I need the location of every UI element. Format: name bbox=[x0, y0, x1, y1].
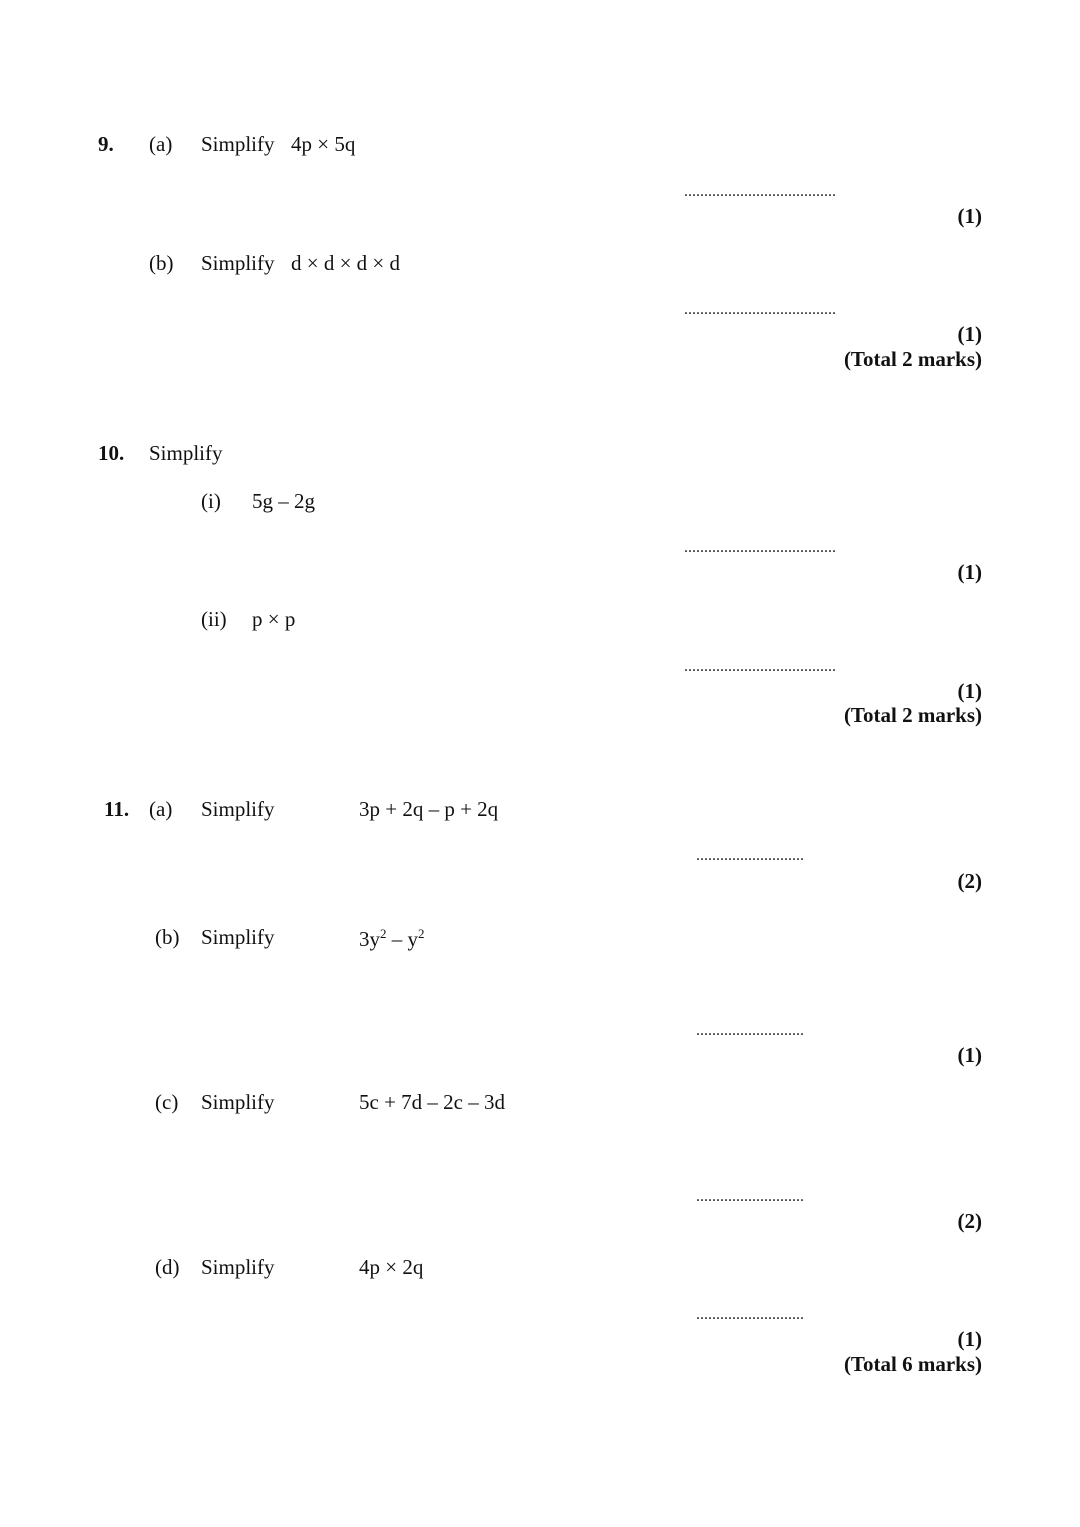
expression: $3y^2 - y^2$ bbox=[359, 926, 425, 951]
question-number: 10. bbox=[98, 441, 125, 465]
part-label: (i) bbox=[201, 489, 221, 513]
expression: 3p + 2q – p + 2q bbox=[359, 797, 499, 821]
marks: (1) bbox=[957, 204, 982, 228]
expression: 4p × 2q bbox=[359, 1255, 424, 1279]
instruction-text: Simplify bbox=[201, 1090, 275, 1114]
expression: p × p bbox=[252, 607, 296, 631]
question-number: 11. bbox=[104, 797, 130, 821]
part-label: (a) bbox=[149, 797, 173, 821]
answer-line[interactable]: ...................................... bbox=[684, 183, 836, 200]
part-label: (ii) bbox=[201, 607, 227, 631]
expression: 4p × 5q bbox=[291, 132, 356, 156]
total-marks: (Total 2 marks) bbox=[843, 347, 982, 371]
instruction-text: Simplify bbox=[201, 1255, 275, 1279]
marks: (2) bbox=[957, 1209, 982, 1233]
marks: (1) bbox=[957, 1043, 982, 1067]
answer-line[interactable]: ........................... bbox=[696, 1188, 804, 1205]
marks: (1) bbox=[957, 322, 982, 346]
marks: (1) bbox=[957, 1327, 982, 1351]
part-label: (c) bbox=[155, 1090, 179, 1114]
marks: (2) bbox=[957, 869, 982, 893]
answer-line[interactable]: ........................... bbox=[696, 1022, 804, 1039]
instruction-text: Simplify bbox=[201, 251, 275, 275]
instruction-text: Simplify bbox=[201, 797, 275, 821]
part-label: (a) bbox=[149, 132, 173, 156]
answer-line[interactable]: ........................... bbox=[696, 1306, 804, 1323]
part-label: (d) bbox=[155, 1255, 180, 1279]
expression: 5c + 7d – 2c – 3d bbox=[359, 1090, 505, 1114]
expression: d × d × d × d bbox=[291, 251, 401, 275]
question-number: 9. bbox=[98, 132, 114, 156]
expression: 5g – 2g bbox=[252, 489, 315, 513]
answer-line[interactable]: ........................... bbox=[696, 847, 804, 864]
answer-line[interactable]: ...................................... bbox=[684, 539, 836, 556]
total-marks: (Total 2 marks) bbox=[843, 703, 982, 727]
total-marks: (Total 6 marks) bbox=[843, 1352, 982, 1376]
marks: (1) bbox=[957, 560, 982, 584]
answer-line[interactable]: ...................................... bbox=[684, 658, 836, 675]
marks: (1) bbox=[957, 679, 982, 703]
instruction-text: Simplify bbox=[149, 441, 223, 465]
instruction-text: Simplify bbox=[201, 925, 275, 949]
answer-line[interactable]: ...................................... bbox=[684, 301, 836, 318]
part-label: (b) bbox=[155, 925, 180, 949]
instruction-text: Simplify bbox=[201, 132, 275, 156]
part-label: (b) bbox=[149, 251, 174, 275]
